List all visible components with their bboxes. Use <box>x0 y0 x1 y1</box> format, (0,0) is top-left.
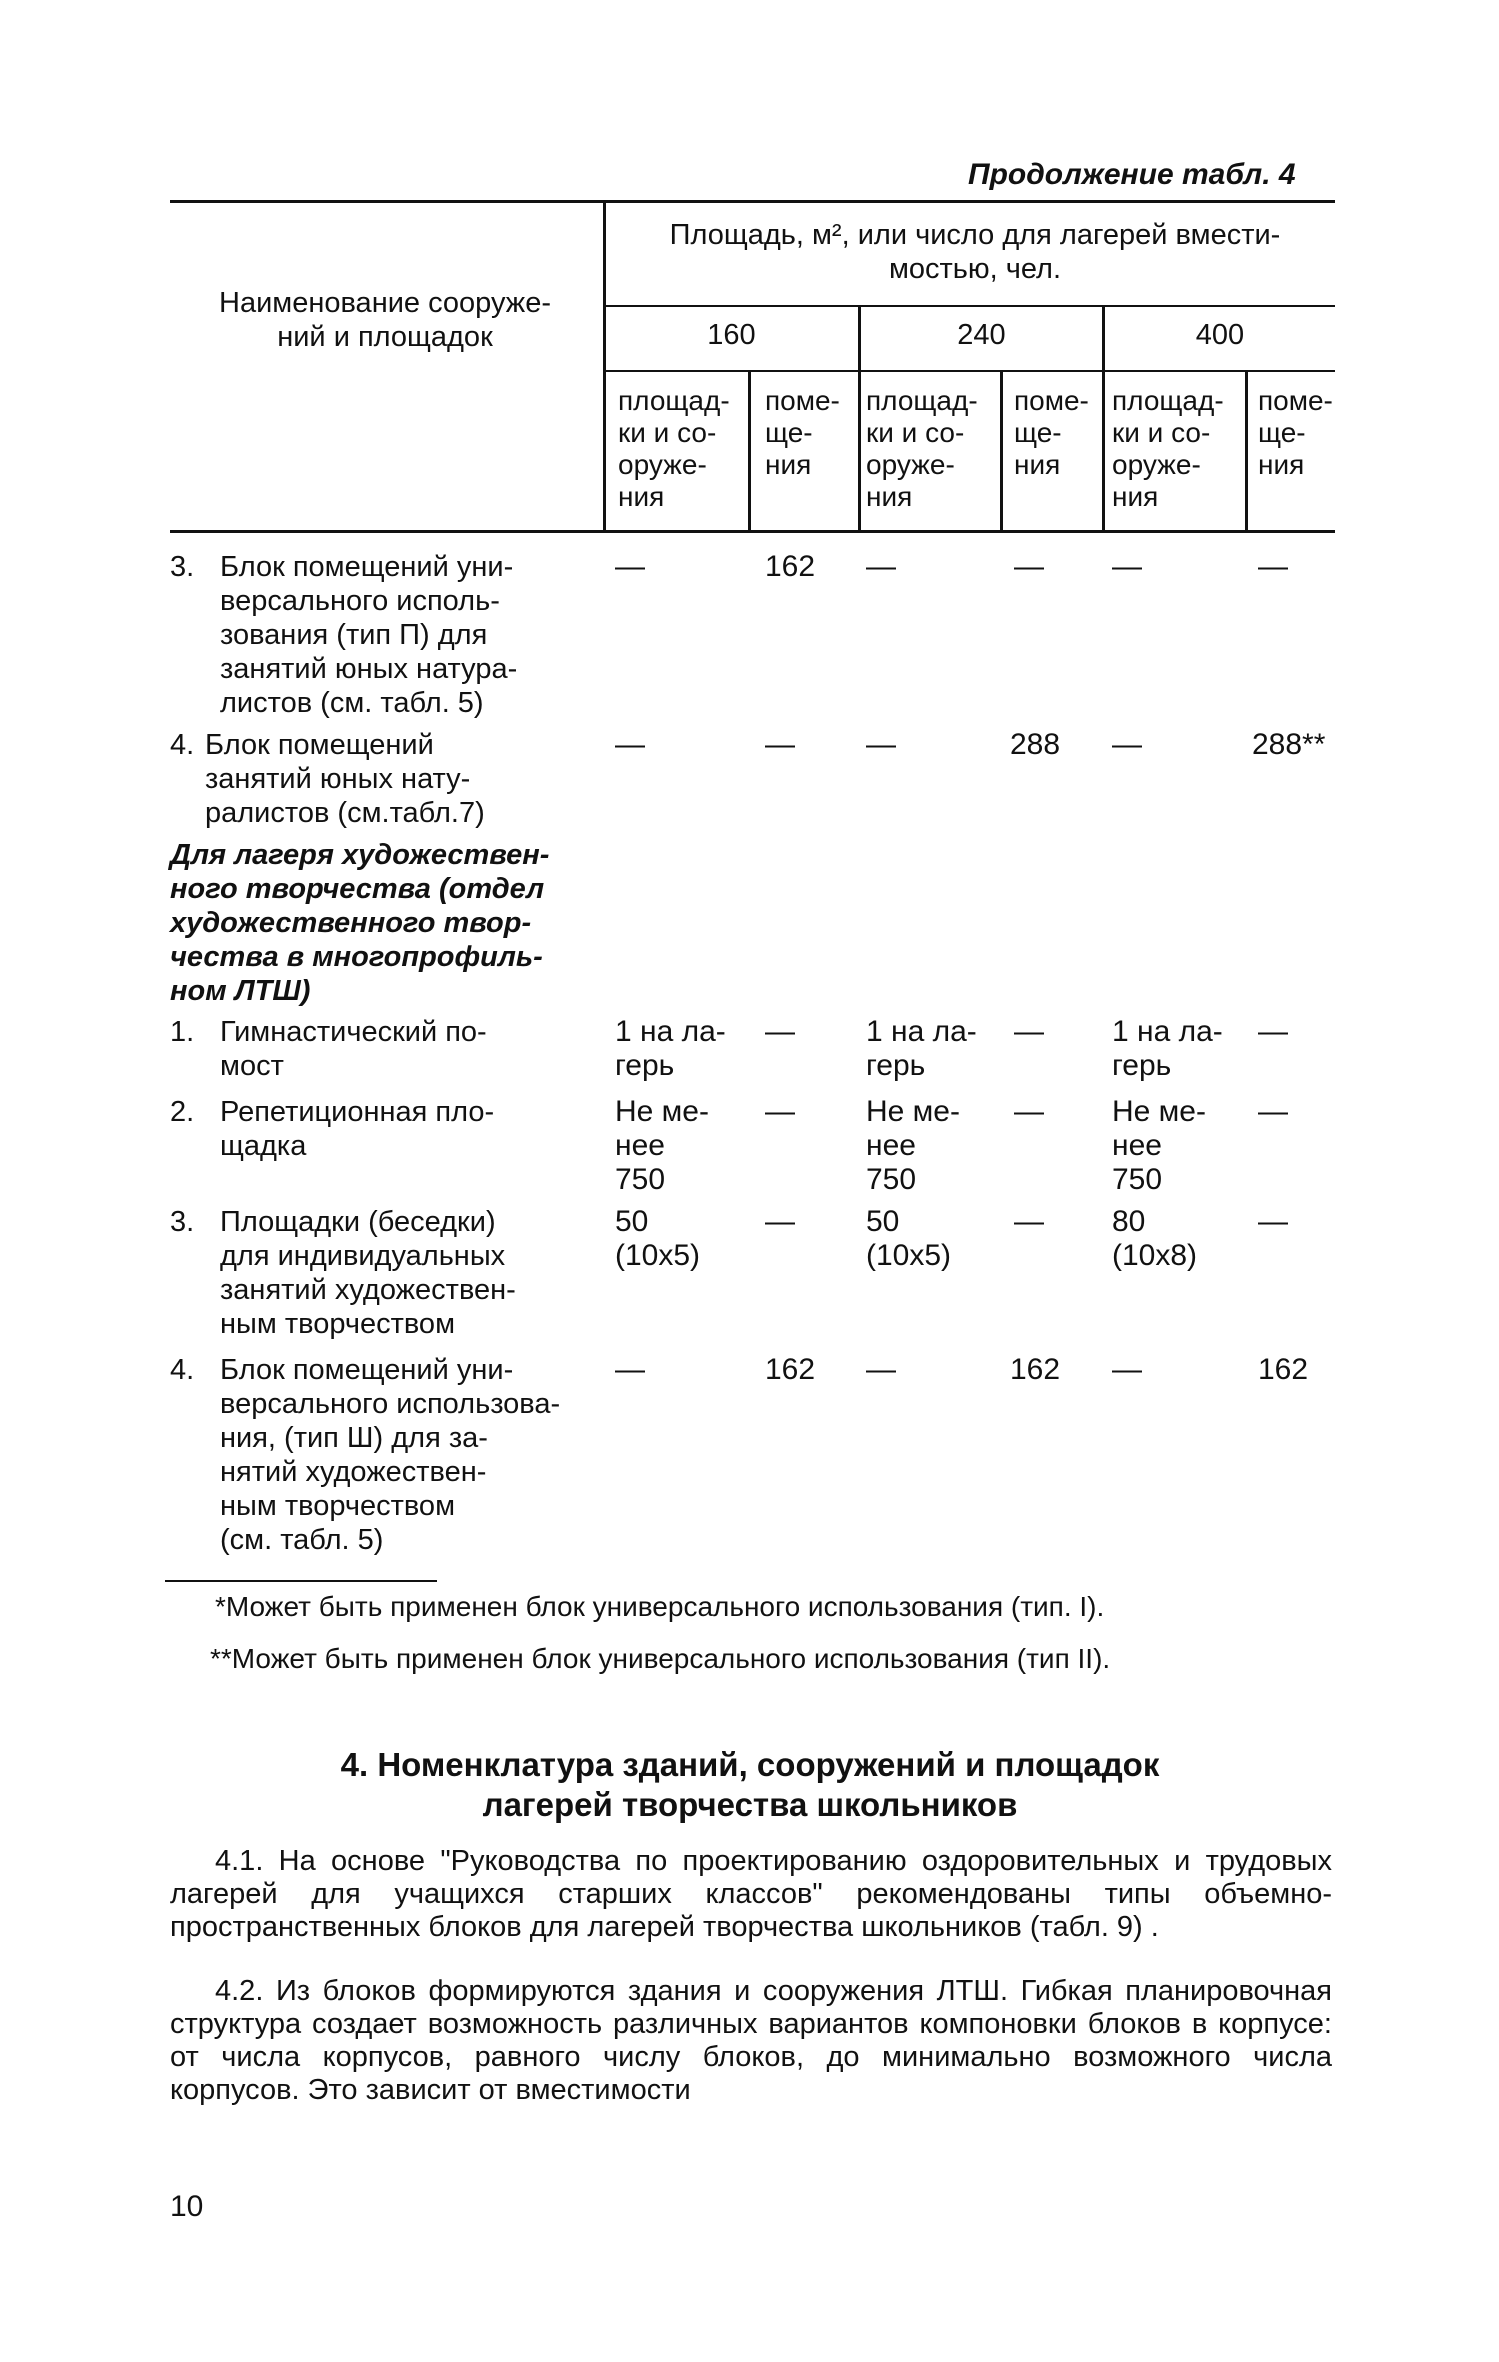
subheader-sites-160: площад- ки и со- оруже- ния <box>618 385 730 512</box>
row-number: 1. <box>170 1016 195 1048</box>
table-cell: — <box>1014 1015 1044 1048</box>
name-column-divider <box>603 200 606 530</box>
subheader-rooms-400: поме- ще- ния <box>1258 385 1333 480</box>
table-cell: — <box>615 550 645 583</box>
footnote-1: *Может быть применен блок универсального использования (тип. I). <box>215 1591 1105 1622</box>
table-cell: — <box>866 550 896 583</box>
table-continuation-label: Продолжение табл. 4 <box>968 158 1296 191</box>
footnote-rule <box>165 1580 437 1582</box>
row-name: Площадки (беседки) для индивидуальных занятий художествен- ным творчеством <box>220 1206 516 1340</box>
table-cell: — <box>1258 1095 1288 1128</box>
section-art-camp: Для лагеря художествен- ного творчества (отдел художественного твор- чества в многопрофиль- ном ЛТШ) <box>170 839 550 1007</box>
capacity-240: 240 <box>957 319 1006 351</box>
paragraph-4-2: 4.2. Из блоков формируются здания и сооружения ЛТШ. Гибкая планировочная структура создает возможность различных вариантов компоновки блоков в корпусе: от числа корпусов, равного числу блоков, до минимально возможного числа корпусов. Это зависит от вместимости <box>170 1975 1332 2106</box>
subheader-rooms-240: поме- ще- ния <box>1014 385 1089 480</box>
table-cell: — <box>1014 550 1044 583</box>
row-name: Репетиционная пло- щадка <box>220 1096 495 1162</box>
table-cell: — <box>615 1353 645 1386</box>
footnote-2: **Может быть применен блок универсального использования (тип II). <box>210 1643 1111 1674</box>
table-top-rule <box>170 200 1335 203</box>
table-cell: — <box>1112 728 1142 761</box>
row-number: 4. <box>170 1354 195 1386</box>
capacity-400: 400 <box>1195 319 1245 351</box>
table-header-bottom-rule <box>170 530 1335 533</box>
table-cell: — <box>765 728 795 761</box>
table-cell: 50 (10х5) <box>866 1205 952 1272</box>
table-cell: Не ме- нее 750 <box>1112 1095 1206 1196</box>
capacity-160: 160 <box>707 319 756 351</box>
table-cell: 162 <box>1010 1353 1061 1386</box>
table-cell: — <box>765 1015 795 1048</box>
table-cell: 80 (10х8) <box>1112 1205 1198 1272</box>
table-cell: — <box>1014 1205 1044 1238</box>
row-number: 3. <box>170 551 195 583</box>
page-number: 10 <box>170 2190 204 2223</box>
divider-400-sub <box>1245 370 1248 530</box>
table-cell: 288** <box>1252 728 1326 761</box>
row-number: 2. <box>170 1096 195 1128</box>
subheader-sites-240: площад- ки и со- оруже- ния <box>866 385 978 512</box>
table-cell: — <box>1258 1205 1288 1238</box>
table-cell: 162 <box>765 550 816 583</box>
table-cell: — <box>1014 1095 1044 1128</box>
divider-160-sub <box>748 370 751 530</box>
row-number: 3. <box>170 1206 195 1238</box>
row-name: Блок помещений уни- версального исполь- зования (тип П) для занятий юных натура- листов (см. табл. 5) <box>220 551 518 719</box>
paragraph-4-1: 4.1. На основе "Руководства по проектированию оздоровительных и трудовых лагерей для учащихся старших классов" рекомендованы типы объемно-пространственных блоков для лагерей творчества школьников (табл. 9) . <box>170 1845 1332 1943</box>
divider-240-sub <box>1000 370 1003 530</box>
table-cell: — <box>765 1095 795 1128</box>
table-cell: 288 <box>1010 728 1061 761</box>
table-cell: — <box>1112 550 1142 583</box>
row-name: Блок помещений занятий юных нату- ралистов (см.табл.7) <box>205 729 485 829</box>
capacity-subheader-rule <box>605 370 1335 372</box>
table-cell: 50 (10х5) <box>615 1205 701 1272</box>
row-number: 4. <box>170 729 195 761</box>
table-cell: 162 <box>1258 1353 1309 1386</box>
row-name: Гимнастический по- мост <box>220 1016 487 1082</box>
table-cell: — <box>615 728 645 761</box>
table-cell: — <box>1112 1353 1142 1386</box>
table-cell: Не ме- нее 750 <box>866 1095 960 1196</box>
table-cell: — <box>866 728 896 761</box>
subheader-rooms-160: поме- ще- ния <box>765 385 840 480</box>
capacity-header: Площадь, м², или число для лагерей вмести- мостью, чел. <box>669 219 1281 285</box>
subheader-sites-400: площад- ки и со- оруже- ния <box>1112 385 1224 512</box>
table-cell: — <box>1258 1015 1288 1048</box>
table-cell: — <box>1258 550 1288 583</box>
table-cell: 1 на ла- герь <box>866 1015 977 1082</box>
table-cell: Не ме- нее 750 <box>615 1095 709 1196</box>
table-cell: — <box>866 1353 896 1386</box>
row-name: Блок помещений уни- версального использова- ния, (тип Ш) для за- нятий художествен- ным творчеством (см. табл. 5) <box>220 1354 561 1556</box>
name-column-header: Наименование сооруже- ний и площадок <box>219 287 551 353</box>
capacity-header-rule <box>605 305 1335 307</box>
table-cell: 162 <box>765 1353 816 1386</box>
table-cell: — <box>765 1205 795 1238</box>
table-cell: 1 на ла- герь <box>1112 1015 1223 1082</box>
table-cell: 1 на ла- герь <box>615 1015 726 1082</box>
section-heading: 4. Номенклатура зданий, сооружений и площадок лагерей творчества школьников <box>340 1746 1160 1823</box>
